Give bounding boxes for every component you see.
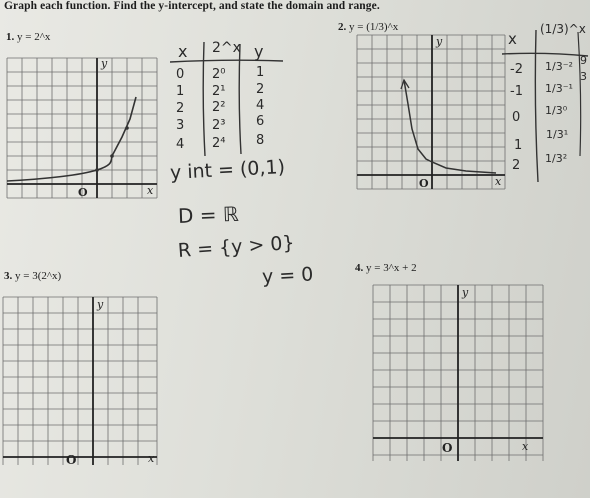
table-1-r2-x: 2 — [176, 101, 185, 116]
problem-4-equation: y = 3^x + 2 — [366, 262, 417, 274]
handwritten-asymptote: y = 0 — [261, 263, 314, 288]
table-1-r1-x: 1 — [176, 84, 185, 99]
grid-2-curve — [404, 80, 496, 173]
table-2-r4-x: 2 — [512, 158, 521, 173]
table-2-r4-pow: 1/3² — [545, 152, 568, 165]
table-1-r1-y: 2 — [256, 82, 265, 97]
grid-1-curve — [7, 97, 136, 181]
grid-3 — [2, 296, 158, 466]
grid-3-y-label: y — [97, 298, 104, 311]
table-2-header-fn: (1/3)^x — [540, 22, 586, 36]
table-2-r3-x: 1 — [514, 138, 523, 153]
table-2-r1-pow: 1/3⁻¹ — [545, 82, 573, 95]
table-1-r4-x: 4 — [176, 137, 185, 152]
grid-3-lines — [3, 297, 157, 465]
grid-1-svg — [6, 57, 158, 200]
problem-1-label — [6, 31, 50, 43]
table-1-r0-y: 1 — [256, 65, 265, 80]
table-1-header-x: x — [178, 42, 188, 61]
problem-1-number: 1. — [6, 31, 15, 43]
problem-2-number: 2. — [338, 21, 347, 33]
grid-4-svg — [372, 284, 544, 462]
grid-3-axes — [3, 297, 157, 465]
grid-3-svg — [2, 296, 158, 466]
grid-2-origin-label: O — [419, 177, 429, 190]
table-2-header-x: x — [508, 30, 517, 48]
grid-2-x-label: x — [495, 175, 502, 188]
problem-4-number: 4. — [355, 262, 364, 274]
grid-3-origin-label: O — [66, 453, 77, 466]
grid-4-y-label: y — [462, 286, 469, 299]
grid-1-y-label: y — [101, 57, 108, 70]
grid-4-x-label: x — [522, 440, 529, 453]
grid-2-axes — [357, 35, 505, 189]
handwritten-y-intercept: y int = (0,1) — [169, 155, 286, 184]
grid-1 — [6, 57, 158, 200]
grid-4-origin-label: O — [442, 441, 453, 455]
handwritten-range: R = {y > 0} — [177, 231, 296, 262]
table-1-header-2x: 2^x — [212, 40, 241, 56]
grid-2-svg — [356, 34, 506, 190]
problem-2-equation: y = (1/3)^x — [349, 21, 399, 33]
grid-3-x-label: x — [148, 452, 155, 465]
table-2-r2-pow: 1/3⁰ — [545, 104, 568, 117]
grid-4 — [372, 284, 544, 462]
table-1-r3-pow: 2³ — [212, 118, 226, 133]
problem-1-equation: y = 2^x — [17, 31, 51, 43]
table-2-r2-x: 0 — [512, 110, 521, 125]
grid-1-x-label: x — [147, 184, 154, 197]
grid-2-y-label: y — [436, 35, 443, 48]
table-2-r0-pow: 1/3⁻² — [545, 60, 573, 73]
grid-1-origin-label: O — [78, 186, 88, 199]
handwritten-domain: D = ℝ — [177, 201, 240, 228]
table-1-r2-y: 4 — [256, 98, 265, 113]
problem-3-label — [4, 270, 61, 282]
table-1-r2-pow: 2² — [212, 100, 226, 115]
table-1-r3-x: 3 — [176, 118, 185, 133]
problem-2-label — [338, 21, 398, 33]
table-1-r0-pow: 2⁰ — [212, 67, 226, 82]
grid-4-axes — [373, 285, 543, 461]
table-1-r3-y: 6 — [256, 114, 265, 129]
table-1-r1-pow: 2¹ — [212, 84, 226, 99]
grid-1-lines — [7, 58, 157, 198]
table-2-r1-x: -1 — [510, 84, 523, 99]
table-1-r0-x: 0 — [176, 67, 185, 82]
table-2-r0-val: 9 — [580, 54, 587, 67]
problem-3-number: 3. — [4, 270, 13, 282]
table-1-r4-pow: 2⁴ — [212, 136, 226, 151]
table-2-r1-val: 3 — [580, 70, 587, 83]
grid-2 — [356, 34, 506, 190]
table-1-r4-y: 8 — [256, 133, 265, 148]
table-2-r3-pow: 1/3¹ — [546, 128, 569, 141]
table-2-r0-x: -2 — [510, 62, 523, 77]
grid-2-lines — [357, 35, 505, 189]
problem-3-equation: y = 3(2^x) — [15, 270, 62, 282]
instructions-text: Graph each function. Find the y-intercept, and state the domain and range. — [4, 0, 380, 12]
table-1-header-y: y — [254, 42, 264, 61]
problem-4-label — [355, 262, 417, 274]
